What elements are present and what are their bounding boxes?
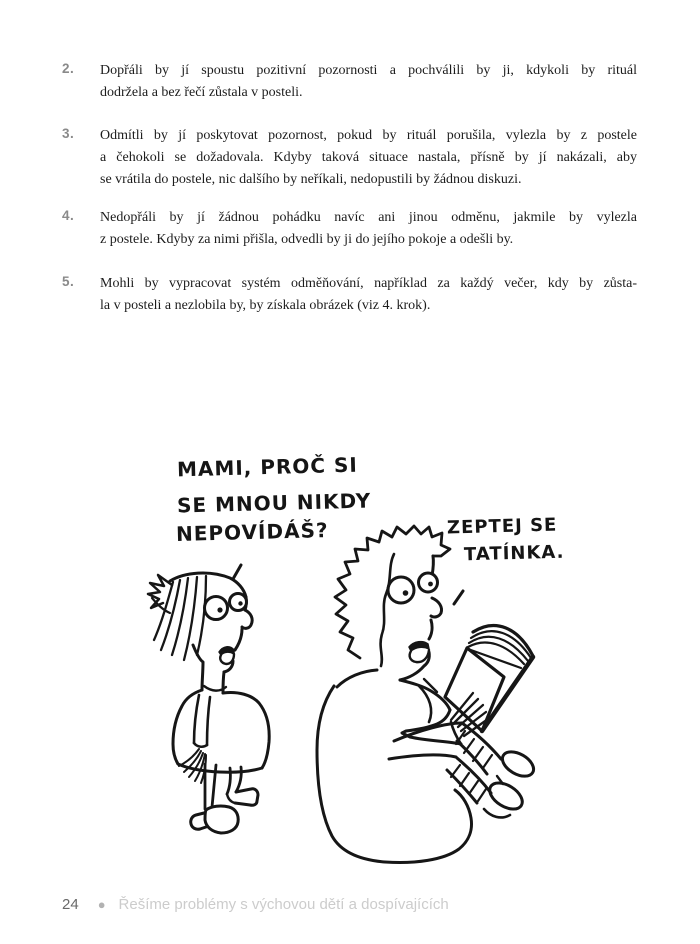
- mother-shoe: [485, 778, 527, 815]
- text-line: la v posteli a nezlobila by, by získala obrázek (viz 4. krok).: [100, 298, 431, 313]
- text-line: Mohli by vypracovat systém odměňování, například za každý večer, kdy by zůsta-: [100, 276, 637, 291]
- child-shoe: [205, 806, 238, 833]
- text-line: z postele. Kdyby za nimi přišla, odvedli by ji do jejího pokoje a odešli by.: [100, 232, 514, 247]
- text-line: Odmítli by jí poskytovat pozornost, pokud by rituál porušila, vylezla by z postele: [100, 128, 637, 143]
- mother-speech-line: ZEPTEJ SE: [446, 514, 558, 539]
- list-item-number: 5.: [62, 274, 75, 289]
- child-eye: [230, 594, 247, 611]
- child-figure: [148, 565, 269, 833]
- motion-tick: [233, 565, 241, 579]
- child-speech-line: NEPOVÍDÁŠ?: [175, 518, 329, 546]
- text-line: dodržela a bez řečí zůstala v posteli.: [100, 85, 303, 100]
- mother-eye: [419, 573, 438, 592]
- book: [445, 626, 533, 731]
- footer-bullet-icon: ●: [97, 897, 106, 912]
- page-number: 24: [62, 896, 79, 913]
- mother-mouth: [409, 642, 429, 651]
- mother-figure: [317, 526, 538, 862]
- motion-tick: [454, 591, 463, 604]
- text-line: Dopřáli by jí spoustu pozitivní pozornosti a pochválili by ji, kdykoli by rituál: [100, 63, 637, 78]
- list-item-number: 3.: [62, 126, 75, 141]
- list-item-number: 2.: [62, 61, 75, 76]
- child-mouth: [219, 647, 234, 655]
- child-shoe: [235, 789, 258, 805]
- mother-speech-line: TATÍNKA.: [463, 541, 565, 566]
- page-footer: [62, 894, 449, 916]
- book-title: Řešíme problémy s výchovou dětí a dospívajících: [118, 896, 449, 913]
- text-line: Nedopřáli by jí žádnou pohádku navíc ani jinou odměnu, jakmile by vylezla: [100, 210, 637, 225]
- mother-shoe: [498, 747, 537, 781]
- child-eye: [205, 597, 228, 620]
- mother-eye: [388, 577, 414, 603]
- list-item-number: 4.: [62, 208, 75, 223]
- text-line: a čehokoli se dožadovala. Kdyby taková situace nastala, přísně by jí nakázali, aby: [100, 150, 637, 165]
- child-speech-line: SE MNOU NIKDY: [176, 488, 372, 518]
- striped-sock: [451, 765, 486, 801]
- text-line: se vrátila do postele, nic dalšího by neříkali, nedopustili by žádnou diskuzi.: [100, 172, 522, 187]
- child-speech-line: MAMI, PROČ SI: [176, 452, 359, 482]
